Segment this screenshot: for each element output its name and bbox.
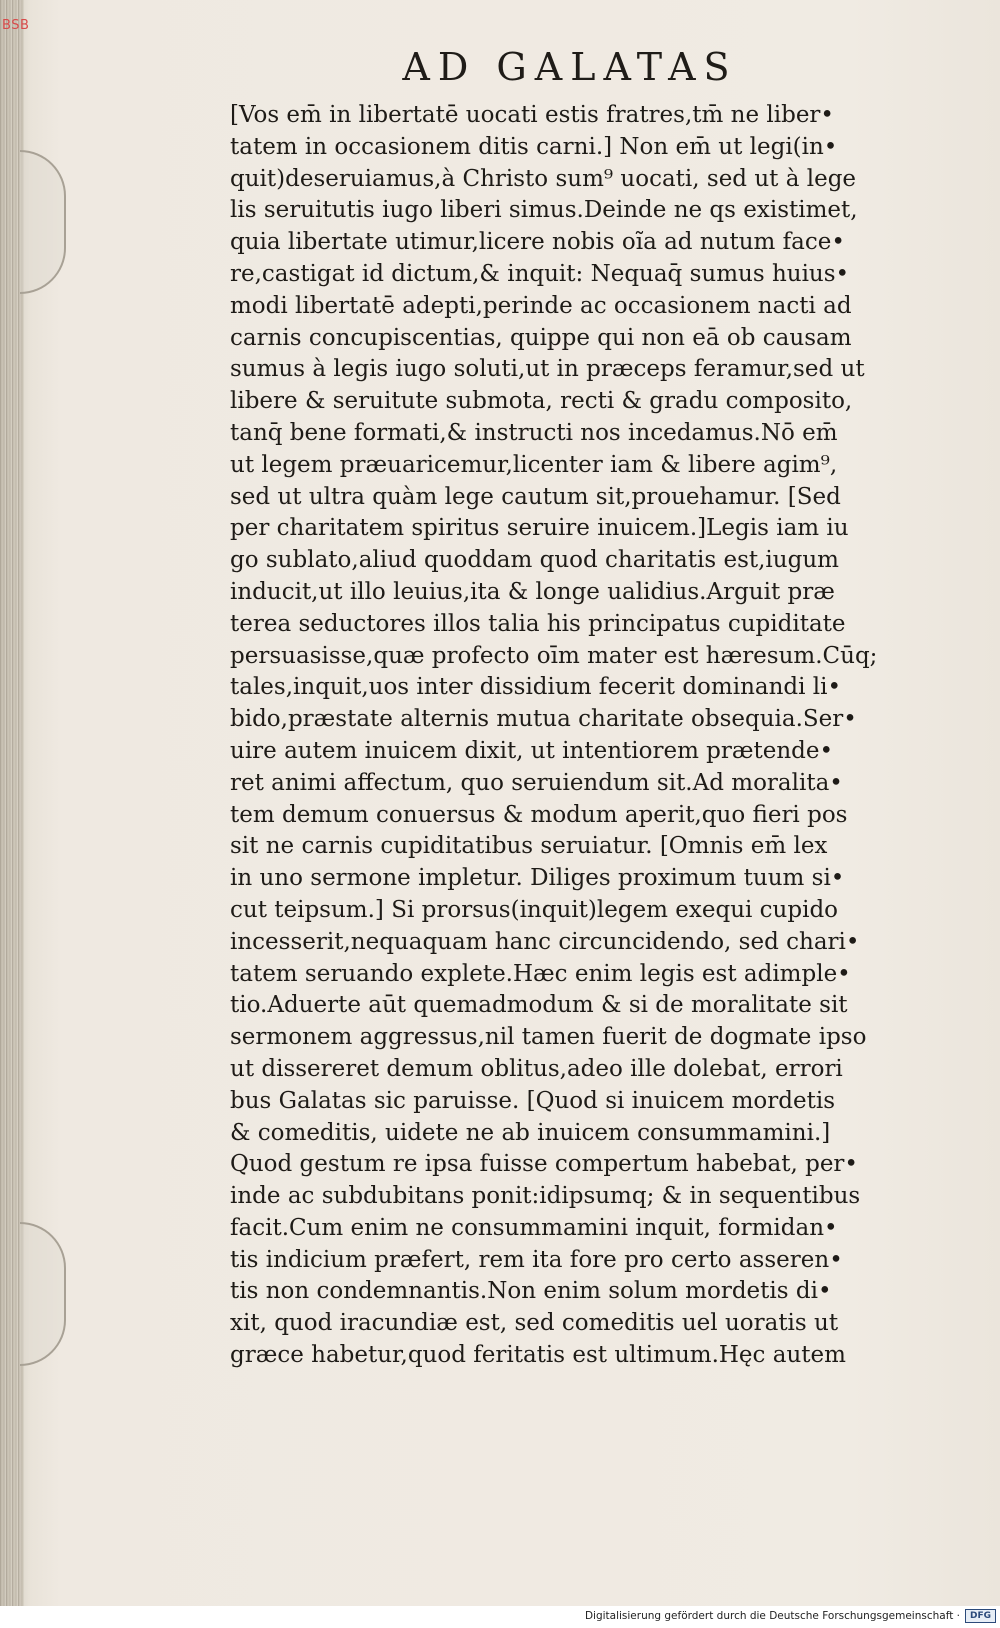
text-line: sed ut ultra quàm lege cautum sit,prouehamur. [Sed xyxy=(230,483,841,510)
text-line: bus Galatas sic paruisse. [Quod si inuicem mordetis xyxy=(230,1087,835,1114)
running-head: AD GALATAS xyxy=(402,45,738,89)
text-line: inducit,ut illo leuius,ita & longe ualidius.Arguit præ xyxy=(230,578,835,605)
text-line: sermonem aggressus,nil tamen fuerit de dogmate ipso xyxy=(230,1024,867,1051)
text-line: lis seruitutis iugo liberi simus.Deinde ne qs existimet, xyxy=(230,197,858,224)
text-line: quia libertate utimur,licere nobis oĩa ad nutum face• xyxy=(230,229,845,256)
text-line: quit)deseruiamus,à Christo sum⁹ uocati, sed ut à lege xyxy=(230,165,857,192)
text-block xyxy=(230,100,930,1372)
text-line: xit, quod iracundiæ est, sed comeditis uel uoratis ut xyxy=(230,1310,839,1337)
digitization-footer xyxy=(0,1606,1000,1628)
text-line: per charitatem spiritus seruire inuicem.]Legis iam iu xyxy=(230,515,849,542)
text-line: bido,præstate alternis mutua charitate obsequia.Ser• xyxy=(230,706,857,733)
text-line: libere & seruitute submota, recti & gradu composito, xyxy=(230,388,853,415)
text-line: modi libertatē adepti,perinde ac occasionem nacti ad xyxy=(230,292,852,319)
text-line: cut teipsum.] Si prorsus(inquit)legem exequi cupido xyxy=(230,896,839,923)
text-line: uire autem inuicem dixit, ut intentiorem prætende• xyxy=(230,737,834,764)
text-line: tem demum conuersus & modum aperit,quo fieri pos xyxy=(230,801,848,828)
funding-note: Digitalisierung gefördert durch die Deutsche Forschungsgemeinschaft · xyxy=(584,1610,960,1622)
text-line: ret animi affectum, quo seruiendum sit.Ad moralita• xyxy=(230,769,843,796)
text-line: persuasisse,quæ profecto oīm mater est hæresum.Cūq; xyxy=(230,642,878,669)
text-line: [Vos em̄ in libertatē uocati estis fratres,tm̄ ne liber• xyxy=(230,102,834,128)
text-line: sumus à legis iugo soluti,ut in præceps feramur,sed ut xyxy=(230,356,865,383)
text-line: græce habetur,quod feritatis est ultimum.Hęc autem xyxy=(230,1342,846,1369)
text-line: facit.Cum enim ne consummamini inquit, formidan• xyxy=(230,1214,838,1241)
text-line: tio.Aduerte aūt quemadmodum & si de moralitate sit xyxy=(230,992,848,1019)
text-line: inde ac subdubitans ponit:idipsumq; & in sequentibus xyxy=(230,1183,861,1210)
text-line: ut dissereret demum oblitus,adeo ille dolebat, errori xyxy=(230,1055,843,1082)
dfg-logo: DFG xyxy=(965,1609,996,1623)
text-line: tis indicium præfert, rem ita fore pro certo asseren• xyxy=(230,1246,843,1273)
text-line: carnis concupiscentias, quippe qui non eā ob causam xyxy=(230,324,852,351)
text-line: Quod gestum re ipsa fuisse compertum habebat, per• xyxy=(230,1151,858,1178)
text-line: incesserit,nequaquam hanc circuncidendo, sed chari• xyxy=(230,928,860,955)
binding-ring-bottom xyxy=(20,1222,66,1366)
library-mark: BSB xyxy=(2,18,30,33)
text-line: tis non condemnantis.Non enim solum mordetis di• xyxy=(230,1278,832,1305)
text-line: tatem in occasionem ditis carni.] Non em̄ ut legi(in• xyxy=(230,133,838,160)
text-line: re,castigat id dictum,& inquit: Nequaq̄ sumus huius• xyxy=(230,260,850,287)
text-line: terea seductores illos talia his principatus cupiditate xyxy=(230,610,846,637)
text-line: & comeditis, uidete ne ab inuicem consummamini.] xyxy=(230,1119,831,1146)
text-line: in uno sermone impletur. Diliges proximum tuum si• xyxy=(230,865,845,892)
text-line: go sublato,aliud quoddam quod charitatis est,iugum xyxy=(230,547,839,574)
text-line: ut legem præuaricemur,licenter iam & libere agim⁹, xyxy=(230,451,838,478)
text-line: tatem seruando explete.Hæc enim legis est adimple• xyxy=(230,960,851,987)
text-line: tales,inquit,uos inter dissidium fecerit dominandi li• xyxy=(230,674,842,701)
text-line: tanq̄ bene formati,& instructi nos incedamus.Nō em̄ xyxy=(230,419,838,446)
binding-ring-top xyxy=(20,150,66,294)
text-line: sit ne carnis cupiditatibus seruiatur. [Omnis em̄ lex xyxy=(230,833,828,860)
